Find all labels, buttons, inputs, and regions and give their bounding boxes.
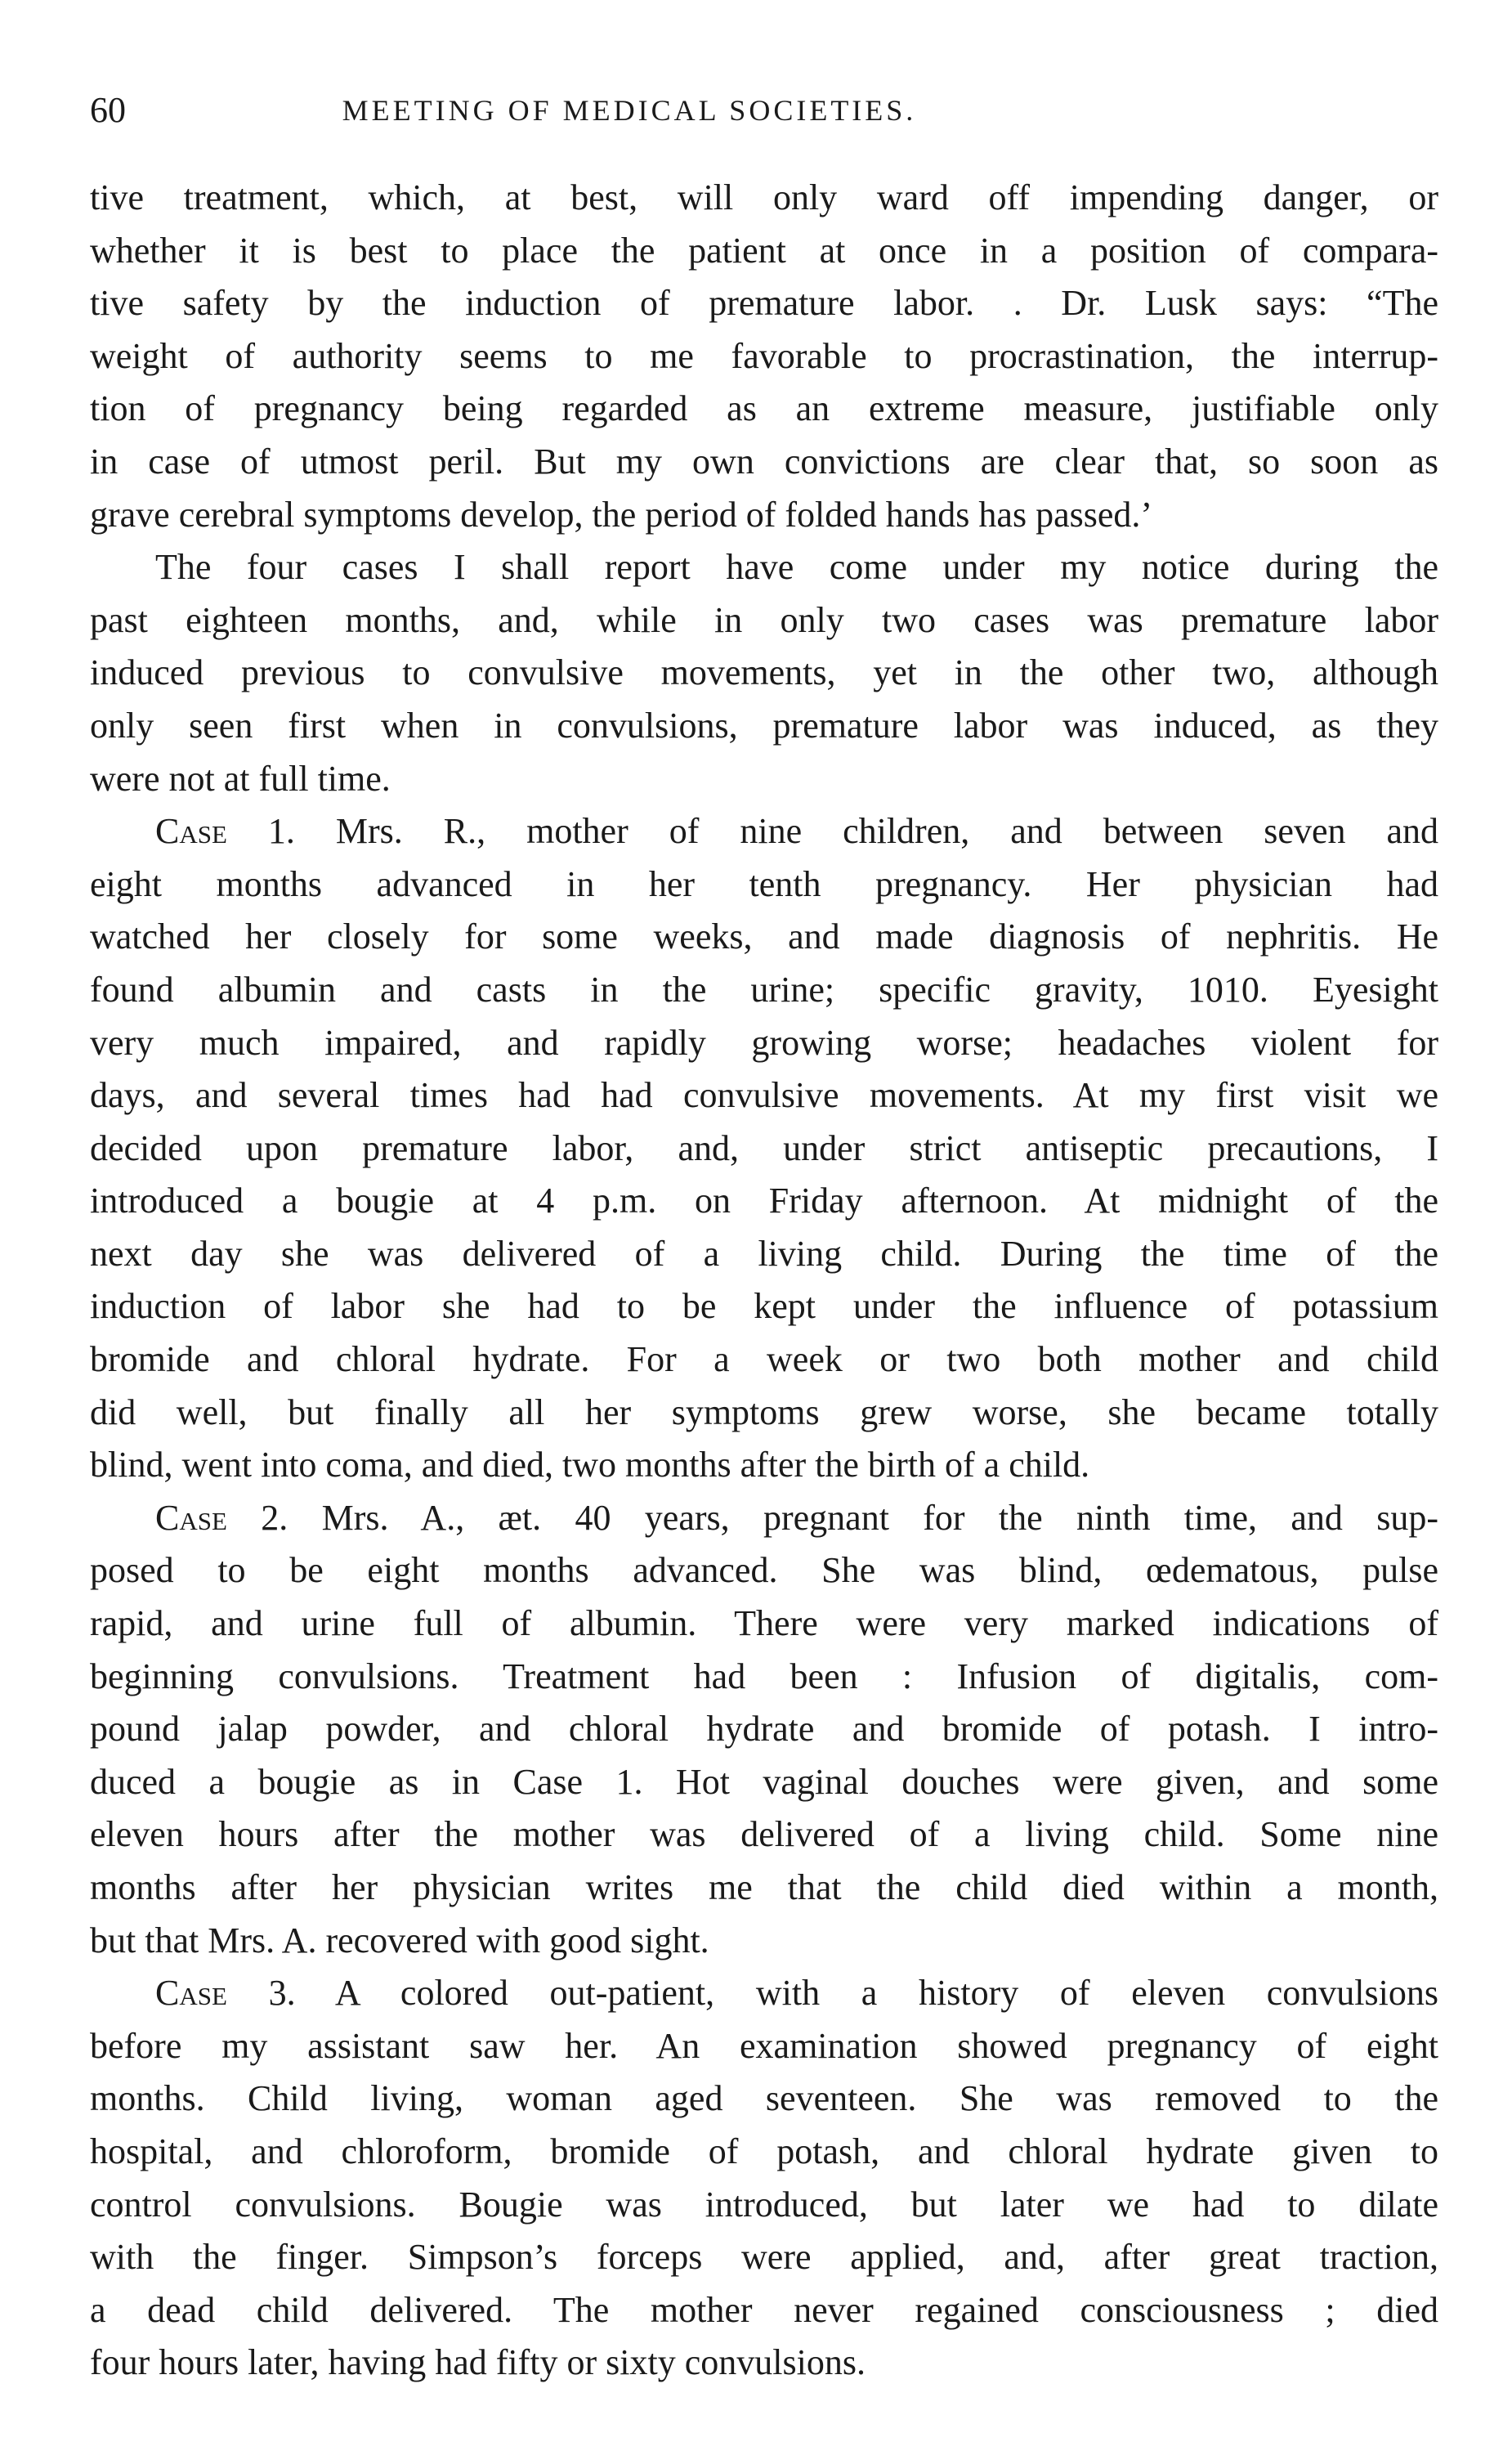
- line-text: whether it is best to place the patient at once in a position of compara-: [90, 230, 1438, 271]
- text-line: [90, 172, 1438, 225]
- body-text: [90, 172, 1438, 2390]
- page-number: 60: [90, 90, 126, 130]
- text-line: [90, 1703, 1438, 1756]
- line-text: but that Mrs. A. recovered with good sight.: [90, 1920, 709, 1960]
- line-text: tion of pregnancy being regarded as an extreme measure, justifiable only: [90, 388, 1438, 429]
- text-line: [90, 1967, 1438, 2020]
- line-text: days, and several times had had convulsive movements. At my first visit we: [90, 1075, 1438, 1116]
- text-line: [90, 858, 1438, 912]
- text-line: [90, 753, 1438, 806]
- text-line: [90, 1069, 1438, 1122]
- line-text: duced a bougie as in Case 1. Hot vaginal douches were given, and some: [90, 1761, 1438, 1802]
- text-line: [90, 383, 1438, 436]
- line-text: next day she was delivered of a living child. During the time of the: [90, 1233, 1438, 1274]
- text-line: [90, 1651, 1438, 1704]
- line-text: tive safety by the induction of premature labor. . Dr. Lusk says: “The: [90, 283, 1438, 324]
- line-text: Mrs. R., mother of nine children, and between seven and: [294, 811, 1438, 852]
- line-text: four hours later, having had fifty or sixty convulsions.: [90, 2342, 866, 2383]
- text-line: [90, 1175, 1438, 1228]
- line-text: tive treatment, which, at best, will only ward off impending danger, or: [90, 177, 1438, 217]
- text-line: [90, 594, 1438, 647]
- running-title: MEETING OF MEDICAL SOCIETIES.: [342, 94, 917, 127]
- text-line: [90, 911, 1438, 964]
- text-line: [90, 1333, 1438, 1387]
- line-text: control convulsions. Bougie was introduced, but later we had to dilate: [90, 2184, 1438, 2225]
- line-text: induction of labor she had to be kept under the influence of potassium: [90, 1286, 1438, 1327]
- line-text: The four cases I shall report have come under my notice during the: [155, 547, 1438, 588]
- text-line: [90, 700, 1438, 753]
- line-text: rapid, and urine full of albumin. There were very marked indications of: [90, 1603, 1438, 1644]
- text-line: [90, 647, 1438, 700]
- line-text: past eighteen months, and, while in only two cases was premature labor: [90, 599, 1438, 640]
- text-line: [90, 1597, 1438, 1651]
- line-text: eight months advanced in her tenth pregnancy. Her physician had: [90, 863, 1438, 904]
- line-text: pound jalap powder, and chloral hydrate and bromide of potash. I intro-: [90, 1709, 1438, 1750]
- line-text: before my assistant saw her. An examination showed pregnancy of eight: [90, 2025, 1438, 2066]
- line-text: introduced a bougie at 4 p.m. on Friday afternoon. At midnight of the: [90, 1181, 1438, 1221]
- text-line: [90, 1017, 1438, 1070]
- line-text: were not at full time.: [90, 758, 391, 799]
- text-line: [90, 2179, 1438, 2232]
- text-line: [90, 1492, 1438, 1545]
- text-line: [90, 2231, 1438, 2284]
- case-label: Case 2.: [155, 1497, 289, 1538]
- line-text: very much impaired, and rapidly growing worse; headaches violent for: [90, 1022, 1438, 1063]
- text-line: [90, 541, 1438, 594]
- text-line: [90, 489, 1438, 542]
- line-text: in case of utmost peril. But my own convictions are clear that, so soon as: [90, 441, 1438, 482]
- line-text: posed to be eight months advanced. She was blind, œdematous, pulse: [90, 1550, 1438, 1591]
- line-text: weight of authority seems to me favorable to procrastination, the interrup-: [90, 335, 1438, 376]
- line-text: with the finger. Simpson’s forceps were applied, and, after great traction,: [90, 2237, 1438, 2278]
- line-text: grave cerebral symptoms develop, the period of folded hands has passed.’: [90, 494, 1153, 535]
- text-line: [90, 277, 1438, 330]
- text-line: [90, 2337, 1438, 2390]
- text-line: [90, 1756, 1438, 1809]
- line-text: months after her physician writes me that the child died within a month,: [90, 1867, 1438, 1907]
- text-line: [90, 2284, 1438, 2337]
- text-line: [90, 2126, 1438, 2179]
- line-text: months. Child living, woman aged seventeen. She was removed to the: [90, 2078, 1438, 2119]
- line-text: hospital, and chloroform, bromide of potash, and chloral hydrate given to: [90, 2131, 1438, 2171]
- line-text: Mrs. A., æt. 40 years, pregnant for the ninth time, and sup-: [288, 1497, 1438, 1538]
- line-text: eleven hours after the mother was delivered of a living child. Some nine: [90, 1814, 1438, 1855]
- line-text: watched her closely for some weeks, and made diagnosis of nephritis. He: [90, 916, 1438, 957]
- text-line: [90, 1808, 1438, 1862]
- text-line: [90, 805, 1438, 858]
- text-line: [90, 436, 1438, 489]
- case-label: Case 3.: [155, 1973, 296, 2014]
- text-line: [90, 330, 1438, 383]
- text-line: [90, 1915, 1438, 1968]
- text-line: [90, 2072, 1438, 2126]
- line-text: blind, went into coma, and died, two months after the birth of a child.: [90, 1445, 1090, 1485]
- line-text: only seen first when in convulsions, premature labor was induced, as they: [90, 705, 1438, 746]
- case-label: Case 1.: [155, 811, 295, 852]
- line-text: beginning convulsions. Treatment had been : Infusion of digitalis, com-: [90, 1656, 1438, 1696]
- text-line: [90, 225, 1438, 278]
- line-text: A colored out-patient, with a history of eleven convulsions: [295, 1973, 1438, 2014]
- line-text: induced previous to convulsive movements, yet in the other two, although: [90, 652, 1438, 693]
- line-text: decided upon premature labor, and, under strict antiseptic precautions, I: [90, 1127, 1438, 1168]
- line-text: a dead child delivered. The mother never regained consciousness ; died: [90, 2289, 1438, 2330]
- running-head: [90, 86, 1438, 135]
- text-line: [90, 2020, 1438, 2073]
- text-line: [90, 1280, 1438, 1333]
- text-line: [90, 1439, 1438, 1492]
- line-text: found albumin and casts in the urine; specific gravity, 1010. Eyesight: [90, 969, 1438, 1010]
- line-text: bromide and chloral hydrate. For a week or two both mother and child: [90, 1339, 1438, 1380]
- text-line: [90, 1387, 1438, 1440]
- text-line: [90, 1862, 1438, 1915]
- text-line: [90, 1544, 1438, 1597]
- text-line: [90, 1228, 1438, 1281]
- text-line: [90, 1122, 1438, 1176]
- text-line: [90, 964, 1438, 1017]
- line-text: did well, but finally all her symptoms grew worse, she became totally: [90, 1391, 1438, 1432]
